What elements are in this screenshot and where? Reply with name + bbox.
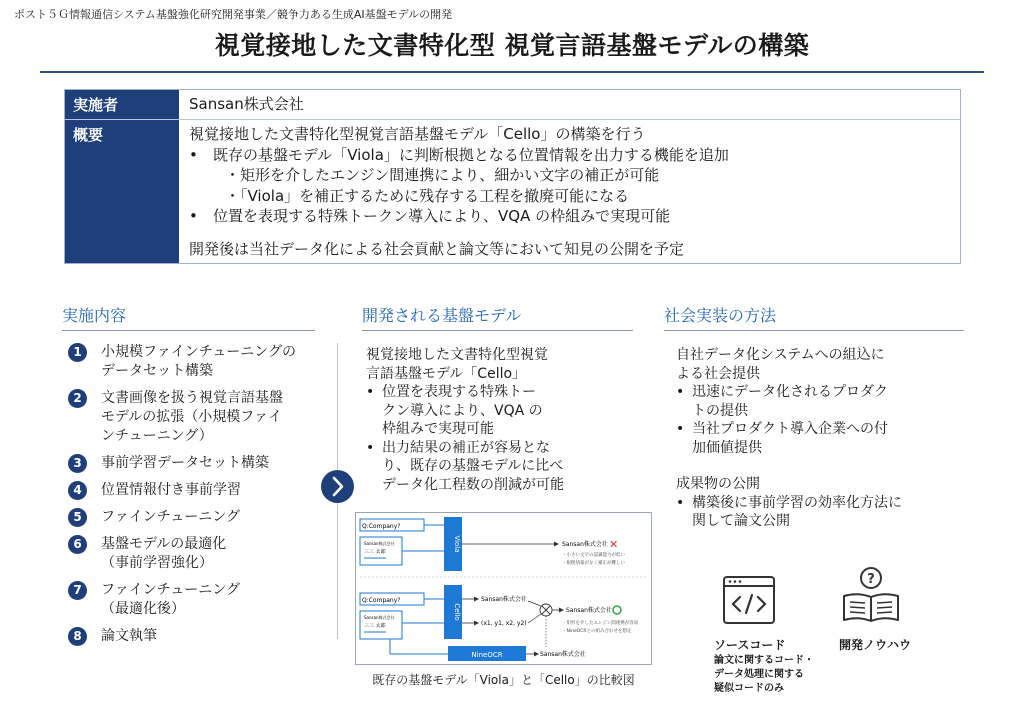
arrow-to-combine-1: [528, 601, 541, 606]
arrow-head: [534, 652, 539, 657]
model-bullet-1: [366, 383, 586, 439]
query-text-1: Q:Company?: [362, 523, 401, 530]
section-heading-impl: 社会実装の方法: [664, 303, 964, 331]
impl-bullet-2: [676, 420, 946, 457]
step-number: 5: [68, 508, 87, 527]
overview-sub-2: ・「Viola」を補正するために残存する工程を撤廃可能になる: [225, 186, 630, 205]
impl-bullet-2-text: 当社プロダクト導入企業への付 加価値提供: [692, 421, 888, 456]
step-number: 3: [68, 454, 87, 473]
correct-icon: [613, 606, 621, 614]
model-bullet-2-text: 出力結果の補正が容易とな り、既存の基盤モデルに比べ データ化工程数の削減が可能: [382, 439, 564, 493]
viola-note-2: ・根拠情報がなく補正が難しい: [562, 561, 625, 566]
step-number: 2: [68, 389, 87, 408]
overview-sub-1: ・矩形を介したエンジン間連携により、細かい文字の補正が可能: [225, 166, 660, 184]
step-item: [68, 508, 338, 527]
diagram-caption: 既存の基盤モデル「Viola」と「Cello」の比較図: [372, 673, 635, 687]
doc-company-2: Sansan株式会社: [364, 615, 395, 620]
section-heading-model: 開発される基盤モデル: [362, 303, 633, 331]
cello-note-1: ・矩形を介したエンジン間連携が容易: [562, 621, 639, 626]
overview-bullet-2: [189, 206, 950, 227]
knowhow-label: 開発ノウハウ: [839, 638, 912, 652]
step-text: 位置情報付き事前学習: [101, 482, 241, 498]
section-heading-content: 実施内容: [62, 303, 315, 331]
impl-bullet-1-text: 迅速にデータ化されるプロダク トの提供: [692, 384, 888, 419]
overview-value: [179, 120, 960, 263]
overview-line-1: 視覚接地した文書特化型視覚言語基盤モデル「Cello」の構築を行う: [189, 125, 646, 143]
impl-gap: [676, 457, 946, 475]
comparison-diagram-svg: [356, 513, 652, 665]
step-text: 基盤モデルの最適化 （事前学習強化）: [101, 536, 227, 571]
arrow-head: [474, 597, 479, 602]
step-item: [68, 581, 338, 619]
bullet-mark: •: [676, 421, 685, 437]
arrow-head: [554, 542, 559, 547]
bullet-mark: •: [189, 207, 198, 225]
cello-output: Sansan株式会社: [481, 596, 527, 603]
step-number: 6: [68, 535, 87, 554]
source-code-label: ソースコード: [714, 638, 786, 652]
step-item: [68, 343, 338, 381]
step-number: 8: [68, 627, 87, 646]
step-text: 論文執筆: [101, 628, 157, 644]
title-divider: [40, 71, 984, 73]
ocr-output: Sansan株式会社: [540, 651, 586, 658]
step-item: [68, 627, 338, 646]
doc-company-1: Sansan株式会社: [364, 541, 395, 546]
header-note: ポスト５Ｇ情報通信システム基盤強化研究開発事業／競争力ある生成AI基盤モデルの開発: [14, 8, 453, 21]
impl-description: [676, 346, 946, 531]
model-description: [366, 346, 586, 494]
viola-output: Sansan株式会社: [562, 541, 608, 548]
overview-label: 概要: [65, 120, 179, 263]
impl-intro: 自社データ化システムへの組込に よる社会提供: [676, 347, 885, 382]
bullet-mark: •: [366, 384, 375, 400]
code-window-icon: [722, 575, 776, 625]
impl-bullet-1: [676, 383, 946, 420]
model-intro: 視覚接地した文書特化型視覚 言語基盤モデル「Cello」: [366, 347, 548, 382]
doc-name-1: 三三 太郎: [364, 549, 386, 555]
arrow-to-combine-2: [528, 614, 541, 623]
step-item: [68, 389, 338, 446]
page-title: 視覚接地した文書特化型 視覚言語基盤モデルの構築: [214, 31, 810, 60]
outputs-title: 成果物の公開: [676, 476, 760, 492]
implementer-label: 実施者: [65, 90, 179, 119]
info-table: [64, 89, 961, 264]
viola-label: Viola: [453, 535, 461, 553]
cello-final-output: Sansan株式会社: [566, 607, 612, 614]
svg-text:?: ?: [867, 572, 875, 587]
overview-bullet-1-text: 既存の基盤モデル「Viola」に判断根拠となる位置情報を出力する機能を追加: [213, 145, 729, 164]
cello-note-2: ・NineOCRとの組み合わせを想定: [562, 629, 632, 634]
chevron-right-icon: [321, 470, 354, 503]
step-text: 事前学習データセット構築: [101, 455, 269, 471]
source-code-detail: 論文に関するコード・ データ処理に関する 疑似コードのみ: [714, 655, 814, 694]
bullet-mark: •: [189, 145, 198, 164]
outputs-bullet-1: [676, 494, 946, 531]
step-item: [68, 481, 338, 500]
step-item: [68, 454, 338, 473]
outputs-bullet-1-text: 構築後に事前学習の効率化方法に 関して論文公開: [692, 494, 902, 529]
cello-label: Cello: [453, 603, 461, 621]
step-text: 文書画像を扱う視覚言語基盤 モデルの拡張（小規模ファイ ンチューニング）: [101, 390, 283, 444]
book-question-icon: [838, 566, 904, 626]
bullet-mark: •: [676, 384, 685, 400]
step-number: 1: [68, 343, 87, 362]
step-item: [68, 535, 338, 573]
overview-row: [65, 120, 960, 263]
model-bullet-2: [366, 439, 586, 495]
overview-closing: 開発後は当社データ化による社会貢献と論文等において知見の公開を予定: [189, 239, 685, 258]
arrow-head: [559, 608, 564, 613]
wrong-icon: ✕: [609, 538, 619, 551]
viola-note-1: ・小さい文字の認識能力が低い: [562, 553, 625, 558]
step-text: ファインチューニング: [101, 509, 241, 525]
next-arrow: [321, 470, 354, 503]
implementer-row: [65, 90, 960, 120]
overview-gap: [189, 227, 950, 239]
model-bullet-1-text: 位置を表現する特殊トー クン導入により、VQA の 枠組みで実現可能: [382, 384, 543, 437]
nineocr-label: NineOCR: [471, 651, 503, 659]
bullet-mark: •: [676, 494, 685, 511]
comparison-diagram: [355, 512, 652, 665]
step-number: 7: [68, 581, 87, 600]
overview-bullet-1: [189, 145, 950, 166]
cello-coords: (x1, y1, x2, y2): [481, 620, 527, 627]
implementer-value: Sansan株式会社: [189, 95, 304, 113]
step-list: [68, 343, 338, 654]
step-text: ファインチューニング （最適化後）: [101, 582, 241, 617]
doc-name-2: 三三 太郎: [364, 623, 386, 629]
bullet-mark: •: [366, 439, 375, 456]
step-text: 小規模ファインチューニングの データセット構築: [101, 344, 297, 379]
overview-bullet-2-text: 位置を表現する特殊トークン導入により、VQA の枠組みで実現可能: [213, 207, 671, 225]
step-number: 4: [68, 481, 87, 500]
arrow-head: [474, 621, 479, 626]
query-text-2: Q:Company?: [362, 597, 401, 604]
